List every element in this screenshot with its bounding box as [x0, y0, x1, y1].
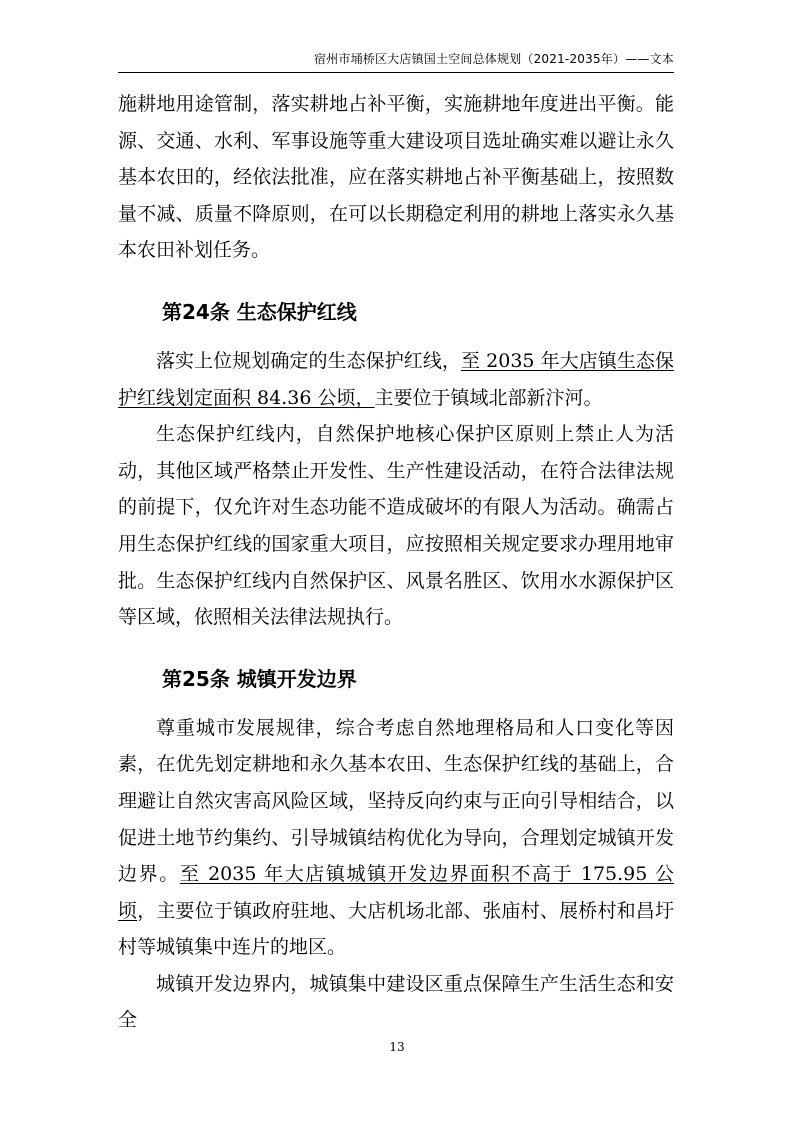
article-24-underlined-figure: 至 2035 年大店镇生态保护红线划定面积 84.36 公顷， [118, 349, 674, 409]
article-24-p1-lead: 落实上位规划确定的生态保护红线， [156, 349, 461, 372]
article-24-paragraph-1 [118, 343, 674, 416]
article-24-p1-tail: 主要位于镇域北部新汴河。 [374, 386, 603, 409]
page-number: 13 [389, 1040, 405, 1054]
article-25-paragraph-1 [118, 710, 674, 966]
header-divider [118, 72, 674, 73]
page-header: 宿州市埇桥区大店镇国土空间总体规划（2021-2035年）——文本 [313, 52, 674, 66]
document-body [118, 86, 674, 1039]
article-24-paragraph-2: 生态保护红线内，自然保护地核心保护区原则上禁止人为活动，其他区域严格禁止开发性、生产性建设活动，在符合法律法规的前提下，仅允许对生态功能不造成破坏的有限人为活动。确需占用生态保护红线的国家重大项目，应按照相关规定要求办理用地审批。生态保护红线内自然保护区、风景名胜区、饮用水水源保护区等区域，依照相关法律法规执行。 [118, 423, 674, 629]
continuation-paragraph: 施耕地用途管制，落实耕地占补平衡，实施耕地年度进出平衡。能源、交通、水利、军事设施等重大建设项目选址确实难以避让永久基本农田的，经依法批准，应在落实耕地占补平衡基础上，按照数量不减、质量不降原则，在可以长期稳定利用的耕地上落实永久基本农田补划任务。 [118, 93, 674, 262]
article-24-heading: 第24条 生态保护红线 [162, 299, 357, 324]
article-25-p1-tail: ，主要位于镇政府驻地、大店机场北部、张庙村、展桥村和昌圩村等城镇集中连片的地区。 [118, 899, 674, 959]
article-25-paragraph-2: 城镇开发边界内，城镇集中建设区重点保障生产生活生态和安全 [118, 972, 674, 1032]
article-25-p1-lead: 尊重城市发展规律，综合考虑自然地理格局和人口变化等因素，在优先划定耕地和永久基本农田、生态保护红线的基础上，合理避让自然灾害高风险区域，坚持反向约束与正向引导相结合，以促进土地节约集约、引导城镇结构优化为导向，合理划定城镇开发边界。 [118, 716, 674, 886]
article-25-underlined-figure: 至 2035 年大店镇城镇开发边界面积不高于 175.95 公顷 [118, 863, 674, 922]
article-25-heading: 第25条 城镇开发边界 [162, 666, 357, 691]
